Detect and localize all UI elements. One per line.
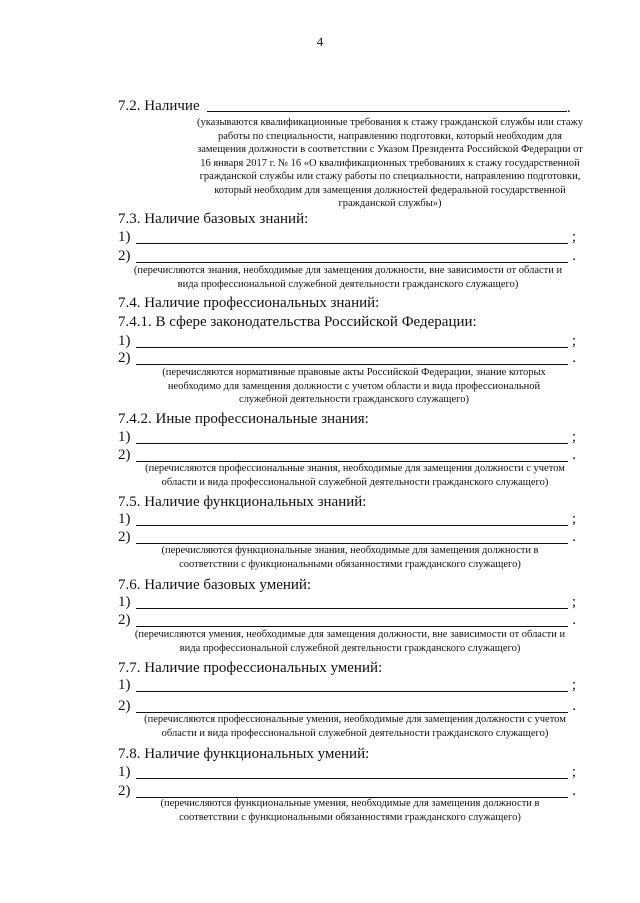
- page-number: 4: [316, 34, 324, 49]
- line-end: .: [572, 529, 576, 545]
- section-7-3-heading: 7.3. Наличие базовых знаний:: [118, 211, 309, 227]
- section-7-8-note: (перечисляются функциональные умения, необходимые для замещения должности в соответствии с функциональными обязанностями гражданского служащего): [160, 798, 540, 823]
- line-number: 1): [118, 333, 131, 349]
- section-7-2-note: (указываются квалификационные требования к стажу гражданской службы или стажу работы по специальности, направлению подготовки, который необходим для замещения должности в соответствии с Указом Президента Российской Федерации от 16 января 2017 г. № 16 «О квалификационных требованиях к стажу государственной гражданской службы или стажу работы по специальности, направлению подготовки, который необходим для замещения должностей федеральной государственной гражданской службы»): [196, 117, 584, 209]
- line-number: 1): [118, 764, 131, 780]
- section-7-2-end: .: [567, 100, 571, 116]
- section-7-2-heading: 7.2. Наличие: [118, 98, 200, 114]
- section-7-3-line-2[interactable]: [118, 249, 578, 265]
- line-end: ;: [571, 511, 576, 527]
- line-end: .: [572, 350, 576, 366]
- line-number: 2): [118, 447, 131, 463]
- section-7-7-note: (перечисляются профессиональные умения, необходимые для замещения должности с учетом области и вида профессиональной служебной деятельности гражданского служащего): [144, 714, 566, 739]
- section-7-2-fill-line[interactable]: [207, 111, 567, 112]
- line-number: 2): [118, 612, 131, 628]
- section-7-3-note: (перечисляются знания, необходимые для замещения должности, вне зависимости от области и вида профессиональной служебной деятельности гражданского служащего): [133, 265, 563, 290]
- line-number: 1): [118, 229, 131, 245]
- section-7-6-line-1[interactable]: [118, 595, 578, 611]
- section-7-6-line-2[interactable]: [118, 613, 578, 629]
- section-7-8-heading: 7.8. Наличие функциональных умений:: [118, 746, 370, 762]
- line-end: .: [572, 612, 576, 628]
- section-7-4-1-line-2[interactable]: [118, 351, 578, 367]
- section-7-6-heading: 7.6. Наличие базовых умений:: [118, 577, 312, 593]
- section-7-5-note: (перечисляются функциональные знания, необходимые для замещения должности в соответствии с функциональными обязанностями гражданского служащего): [161, 545, 539, 570]
- line-number: 2): [118, 529, 131, 545]
- section-7-4-heading: 7.4. Наличие профессиональных знаний:: [118, 295, 380, 311]
- line-number: 2): [118, 248, 131, 264]
- section-7-4-1-note: (перечисляются нормативные правовые акты Российской Федерации, знание которых необходимо для замещения должности с учетом области и вида профессиональной служебной деятельности гражданского служащего): [162, 367, 546, 405]
- section-7-4-1-line-1[interactable]: [118, 334, 578, 350]
- line-number: 2): [118, 783, 131, 799]
- line-end: ;: [571, 333, 576, 349]
- line-number: 1): [118, 511, 131, 527]
- section-7-7-heading: 7.7. Наличие профессиональных умений:: [118, 660, 383, 676]
- line-end: ;: [571, 429, 576, 445]
- line-end: ;: [571, 594, 576, 610]
- line-end: ;: [571, 677, 576, 693]
- line-end: ;: [571, 764, 576, 780]
- section-7-8-line-1[interactable]: [118, 765, 578, 781]
- line-number: 2): [118, 698, 131, 714]
- section-7-5-heading: 7.5. Наличие функциональных знаний:: [118, 494, 367, 510]
- line-end: .: [572, 783, 576, 799]
- section-7-4-2-line-1[interactable]: [118, 430, 578, 446]
- line-number: 2): [118, 350, 131, 366]
- section-7-6-note: (перечисляются умения, необходимые для замещения должности, вне зависимости от области и вида профессиональной служебной деятельности гражданского служащего): [134, 629, 566, 654]
- line-number: 1): [118, 594, 131, 610]
- section-7-4-1-heading: 7.4.1. В сфере законодательства Российской Федерации:: [118, 314, 477, 330]
- line-number: 1): [118, 677, 131, 693]
- line-number: 1): [118, 429, 131, 445]
- section-7-4-2-heading: 7.4.2. Иные профессиональные знания:: [118, 411, 369, 427]
- section-7-3-line-1[interactable]: [118, 230, 578, 246]
- line-end: ;: [571, 229, 576, 245]
- line-end: .: [572, 447, 576, 463]
- line-end: .: [572, 248, 576, 264]
- line-end: .: [572, 698, 576, 714]
- section-7-5-line-1[interactable]: [118, 512, 578, 528]
- section-7-4-2-note: (перечисляются профессиональные знания, необходимые для замещения должности с учетом области и вида профессиональной служебной деятельности гражданского служащего): [145, 463, 565, 488]
- section-7-7-line-1[interactable]: [118, 678, 578, 694]
